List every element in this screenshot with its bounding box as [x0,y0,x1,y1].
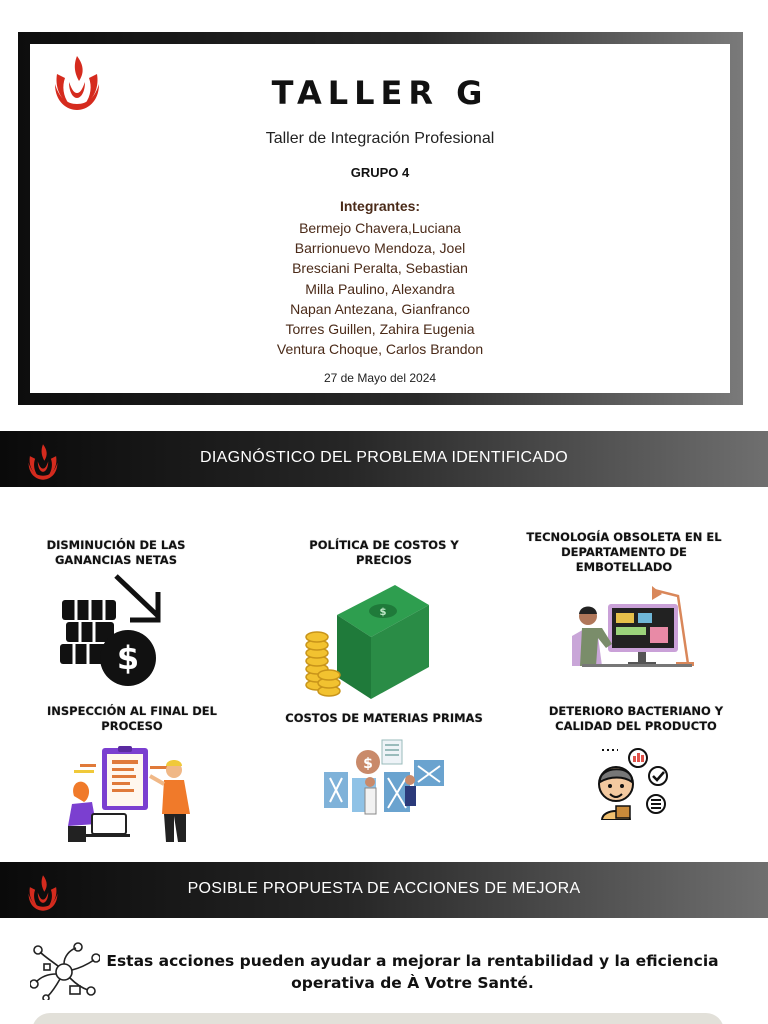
members-list [30,218,730,359]
group-label: GRUPO 4 [350,165,410,180]
cover-frame [18,32,743,405]
worker-computer-icon [572,586,694,668]
proposal-intro-text: Estas acciones pueden ayudar a mejorar la rentabilidad y la eficiencia operativa de À Votre Santé. [106,952,719,992]
cover-card [30,44,730,393]
member-name: Ventura Choque, Carlos Brandon [276,341,484,358]
money-stack-icon [303,585,431,701]
diagnosis-item-label: INSPECCIÓN AL FINAL DEL PROCESO [47,704,217,733]
diagnosis-item-label: DETERIORO BACTERIANO Y CALIDAD DEL PRODUCTO [548,704,724,733]
diagnosis-item-label: POLÍTICA DE COSTOS Y PRECIOS [309,538,459,567]
member-name: Torres Guillen, Zahira Eugenia [285,321,475,338]
svg-text:$: $ [363,756,373,772]
process-network-icon [30,942,100,1000]
diagnosis-item-label: DISMINUCIÓN DE LAS GANANCIAS NETAS [46,538,186,567]
quality-check-icon [594,748,672,820]
diagnosis-section-bar [0,431,768,487]
cover-date: 27 de Mayo del 2024 [323,371,437,385]
cover-subtitle: Taller de Integración Profesional [265,130,495,147]
inspection-clipboard-icon [66,744,196,844]
svg-text:$: $ [116,639,140,677]
diagnosis-item-label: COSTOS DE MATERIAS PRIMAS [285,711,483,725]
proposal-section-bar [0,862,768,918]
declining-coins-icon [58,572,166,690]
diagnosis-item-label: TECNOLOGÍA OBSOLETA EN EL DEPARTAMENTO DE EMBOTELLADO [526,530,722,574]
member-name: Bermejo Chavera,Luciana [299,220,461,236]
member-name: Napan Antezana, Gianfranco [290,300,470,317]
member-name: Bresciani Peralta, Sebastian [292,260,468,277]
proposal-card [32,1013,724,1024]
member-name: Barrionuevo Mendoza, Joel [294,240,466,257]
cover-title: TALLER G [271,74,489,112]
svg-text:$: $ [379,607,387,618]
members-heading: Integrantes: [339,198,421,214]
diagnosis-title: DIAGNÓSTICO DEL PROBLEMA IDENTIFICADO [200,449,568,466]
member-name: Milla Paulino, Alexandra [305,280,455,297]
raw-materials-icon [324,738,444,818]
proposal-title: POSIBLE PROPUESTA DE ACCIONES DE MEJORA [187,880,581,897]
